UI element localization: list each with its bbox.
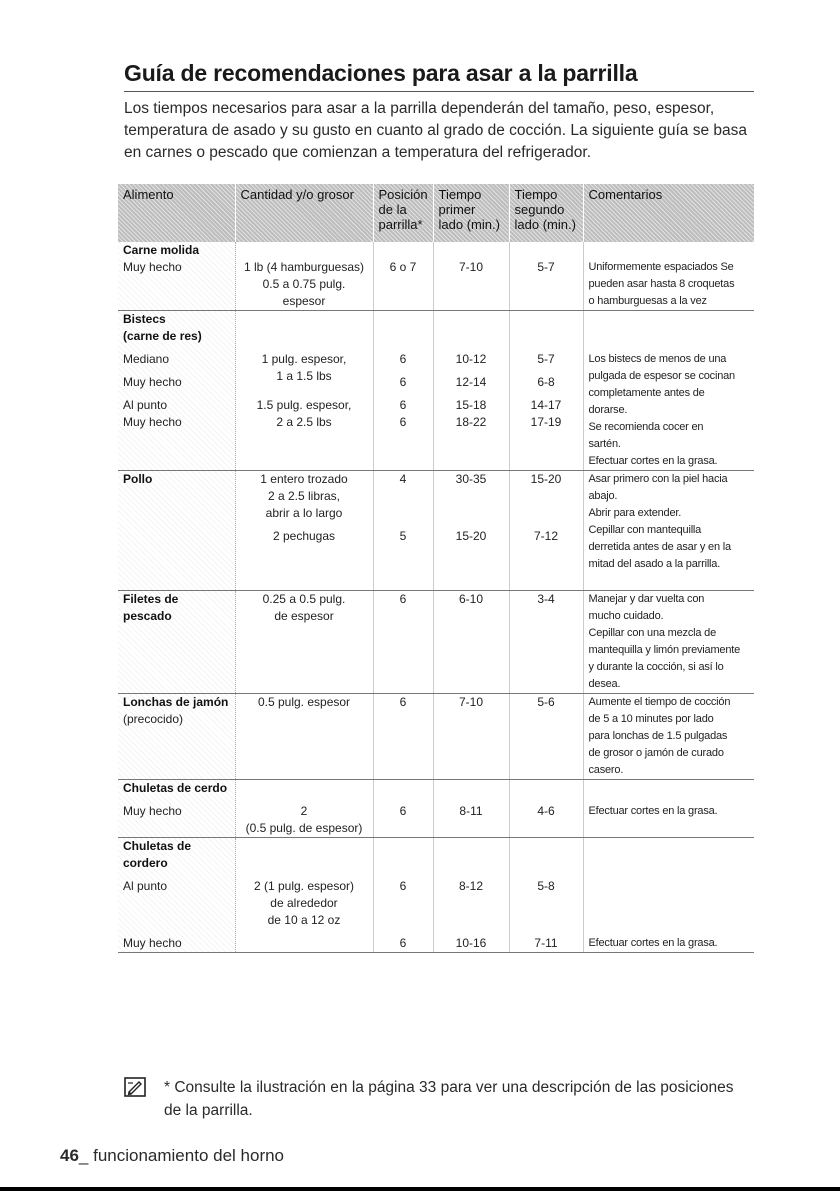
comment-line: o hamburguesas a la vez [588,295,707,307]
second-side-cell [509,780,583,838]
table-row [118,780,754,838]
table-row [118,591,754,694]
first-side-cell [433,471,509,591]
position-cell [373,471,433,591]
comment-line: completamente antes de [588,387,705,399]
first-side-value: 15-20 [455,529,487,543]
food-item: (precocido) [123,712,184,726]
comment-line: abajo. [588,490,618,502]
comment-line: desea. [588,678,621,690]
comment-line: Efectuar cortes en la grasa. [588,455,718,467]
food-item: Muy hecho [123,260,182,274]
food-item: Muy hecho [123,936,182,950]
amount-value: espesor [282,294,326,308]
intro-paragraph: Los tiempos necesarios para asar a la parrilla dependerán del tamaño, peso, espesor, temperatura de asado y su gusto en cuanto al grado de cocción. La siguiente guía se basa en carnes o pescado que comienzan a temperatura del refrigerador. [124,100,748,161]
amount-value: (0.5 pulg. de espesor) [245,821,363,835]
amount-value: 0.5 pulg. espesor [257,695,351,709]
table-row [118,694,754,780]
comment-line: de 5 a 10 minutes por lado [588,713,714,725]
position-cell [373,780,433,838]
header-first-side: Tiempo primer lado (min.) [433,184,509,242]
first-side-cell [433,780,509,838]
food-item: Muy hecho [123,804,182,818]
amount-value: de 10 a 12 oz [267,913,341,927]
comment-line: mitad del asado a la parrilla. [588,558,721,570]
comment-line: Se recomienda cocer en [588,421,704,433]
amount-value: de espesor [274,609,334,623]
second-side-cell [509,591,583,694]
amount-value: 1.5 pulg. espesor, [256,398,352,412]
note-icon [124,1077,146,1097]
first-side-cell [433,838,509,953]
position-value: 6 [399,936,407,950]
header-second-side: Tiempo segundo lado (min.) [509,184,583,242]
first-side-cell [433,591,509,694]
comment-line: mantequilla y limón previamente [588,644,741,656]
comment-line: sartén. [588,438,621,450]
position-cell [373,838,433,953]
position-value: 4 [399,472,407,486]
food-category: Chuletas de cerdo [123,781,228,795]
first-side-value: 15-18 [455,398,487,412]
food-category: cordero [123,856,168,870]
food-category: Chuletas de [123,839,192,853]
comment-line: derretida antes de asar y en la [588,541,731,553]
amount-cell [235,780,373,838]
header-comments: Comentarios [583,184,754,242]
comment-cell [583,694,754,780]
grilling-guide-table [118,184,754,953]
food-item: Mediano [123,352,170,366]
comment-line: dorarse. [588,404,628,416]
comment-cell [583,780,754,838]
comment-line: Abrir para extender. [588,507,682,519]
comment-cell [583,311,754,471]
comment-line: Los bistecs de menos de una [588,353,727,365]
food-cell [118,242,235,311]
position-value: 6 o 7 [389,260,417,274]
amount-value: 2 (1 pulg. espesor) [253,879,355,893]
food-cell [118,780,235,838]
second-side-value: 5-6 [537,695,555,709]
comment-line: Efectuar cortes en la grasa. [588,805,718,817]
first-side-value: 8-11 [459,804,483,818]
comment-cell [583,471,754,591]
first-side-value: 18-22 [455,415,487,429]
second-side-cell [509,311,583,471]
food-category: Bistecs [123,312,166,326]
comment-line: Uniformemente espaciados Se [588,261,734,273]
amount-value: 2 [300,804,308,818]
second-side-value: 15-20 [530,472,562,486]
comment-line: Cepillar con una mezcla de [588,627,716,639]
first-side-value: 7-10 [458,695,484,709]
food-cell [118,694,235,780]
food-cell [118,591,235,694]
page-title: Guía de recomendaciones para asar a la parrilla [124,60,754,92]
first-side-value: 8-12 [458,879,484,893]
comment-line: Efectuar cortes en la grasa. [588,937,718,949]
first-side-cell [433,694,509,780]
first-side-value: 30-35 [455,472,487,486]
second-side-cell [509,471,583,591]
position-cell [373,311,433,471]
second-side-value: 7-11 [534,936,558,950]
amount-cell [235,694,373,780]
food-item: Al punto [123,879,168,893]
bottom-rule [0,1187,840,1191]
amount-value: de alrededor [270,896,338,910]
position-value: 5 [399,529,407,543]
food-category: Pollo [123,472,153,486]
first-side-value: 6-10 [458,592,484,606]
comment-cell [583,838,754,953]
food-item: Muy hecho [123,415,182,429]
food-item: Muy hecho [123,375,182,389]
position-value: 6 [399,879,407,893]
position-value: 6 [399,375,407,389]
second-side-value: 14-17 [530,398,562,412]
amount-value: 2 pechugas [272,529,336,543]
position-cell [373,591,433,694]
table-row [118,242,754,311]
food-cell [118,311,235,471]
table-header-row [118,184,754,242]
first-side-value: 10-16 [455,936,487,950]
header-position: Posición de la parrilla* [373,184,433,242]
amount-value: 1 pulg. espesor, [261,352,347,366]
amount-value: abrir a lo largo [265,506,343,520]
comment-line: pueden asar hasta 8 croquetas [588,278,735,290]
first-side-value: 12-14 [455,375,487,389]
first-side-cell [433,242,509,311]
food-category: Lonchas de jamón [123,695,229,709]
position-value: 6 [399,398,407,412]
amount-value: 0.25 a 0.5 pulg. [262,592,346,606]
second-side-value: 5-7 [537,352,555,366]
second-side-value: 5-7 [537,260,555,274]
amount-value: 1 lb (4 hamburguesas) [243,260,365,274]
page-number: 46 [60,1146,79,1165]
amount-value: 1 entero trozado [260,472,348,486]
table-row [118,311,754,471]
amount-cell [235,242,373,311]
comment-line: de grosor o jamón de curado [588,747,724,759]
amount-cell [235,471,373,591]
food-item: Al punto [123,398,168,412]
first-side-cell [433,311,509,471]
page-footer [60,1146,284,1166]
second-side-cell [509,694,583,780]
amount-value: 0.5 a 0.75 pulg. [262,277,346,291]
comment-line: y durante la cocción, si así lo [588,661,724,673]
second-side-cell [509,242,583,311]
first-side-value: 7-10 [458,260,484,274]
comment-line: Asar primero con la piel hacia [588,473,728,485]
second-side-value: 17-19 [530,415,562,429]
amount-value: 2 a 2.5 libras, [267,489,341,503]
footer-section-label: _ funcionamiento del horno [78,1146,285,1165]
food-cell [118,471,235,591]
first-side-value: 10-12 [455,352,487,366]
position-value: 6 [399,352,407,366]
amount-value: 1 a 1.5 lbs [276,369,332,383]
second-side-value: 4-6 [537,804,555,818]
table-row [118,838,754,953]
position-value: 6 [399,592,407,606]
position-cell [373,694,433,780]
second-side-value: 5-8 [537,879,555,893]
food-category: Filetes de [123,592,179,606]
amount-cell [235,311,373,471]
position-value: 6 [399,804,407,818]
comment-line: casero. [588,764,624,776]
comment-line: mucho cuidado. [588,610,664,622]
food-category: (carne de res) [123,329,202,343]
food-category: pescado [123,609,172,623]
header-food: Alimento [118,184,235,242]
second-side-value: 3-4 [537,592,555,606]
comment-cell [583,242,754,311]
comment-line: Manejar y dar vuelta con [588,593,705,605]
second-side-cell [509,838,583,953]
food-cell [118,838,235,953]
food-category: Carne molida [123,243,200,257]
comment-line: Cepillar con mantequilla [588,524,702,536]
comment-cell [583,591,754,694]
comment-line: Aumente el tiempo de cocción [588,696,731,708]
amount-cell [235,591,373,694]
second-side-value: 6-8 [537,375,555,389]
position-cell [373,242,433,311]
comment-line: para lonchas de 1.5 pulgadas [588,730,728,742]
header-amount: Cantidad y/o grosor [235,184,373,242]
position-value: 6 [399,415,407,429]
amount-cell [235,838,373,953]
comment-line: pulgada de espesor se cocinan [588,370,735,382]
position-value: 6 [399,695,407,709]
second-side-value: 7-12 [533,529,559,543]
footnote-text: * Consulte la ilustración en la página 33 para ver una descripción de las posiciones de la parrilla. [164,1079,734,1119]
table-row [118,471,754,591]
footnote [124,1076,754,1122]
amount-value: 2 a 2.5 lbs [276,415,332,429]
